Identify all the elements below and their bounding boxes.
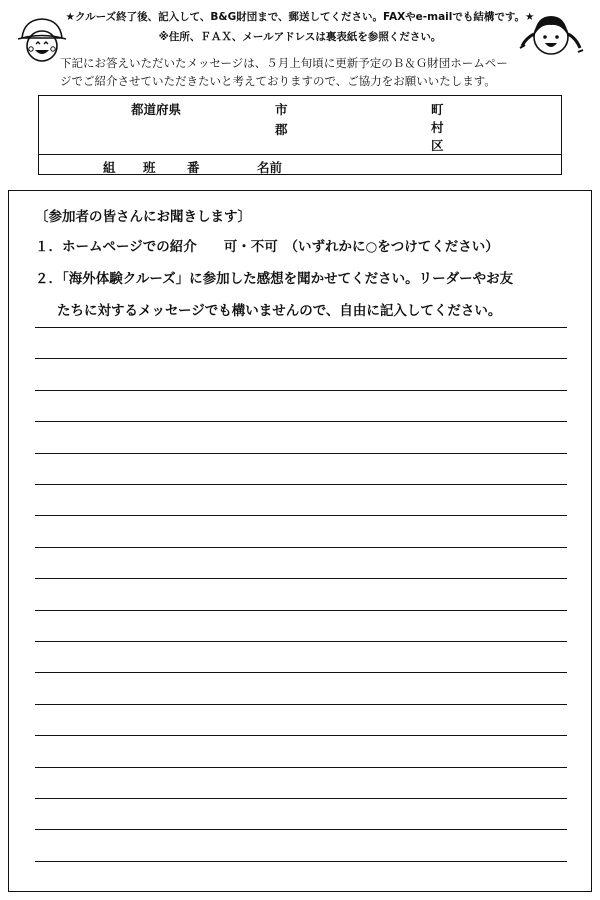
writing-line bbox=[35, 767, 567, 768]
prefecture-label: 都道府県 bbox=[131, 102, 182, 117]
name-label: 名前 bbox=[257, 160, 283, 175]
question-2-line-1: ２．「海外体験クルーズ」に参加した感想を聞かせてください。リーダーやお友 bbox=[35, 271, 514, 287]
writing-line bbox=[35, 358, 567, 359]
writing-line bbox=[35, 547, 567, 548]
writing-line bbox=[35, 578, 567, 579]
writing-line bbox=[35, 641, 567, 642]
writing-line bbox=[35, 829, 567, 830]
writing-line bbox=[35, 704, 567, 705]
ward-label: 区 bbox=[431, 138, 444, 153]
group-label: 組 bbox=[103, 160, 116, 175]
question-1: １．ホームページでの紹介 可・不可 （いずれかに○をつけてください） bbox=[35, 239, 499, 255]
address-reference-note: ※住所、ＦＡＸ、メールアドレスは裏表紙を参照ください。 bbox=[158, 31, 442, 43]
writing-line bbox=[35, 421, 567, 422]
writing-line bbox=[35, 610, 567, 611]
county-label: 郡 bbox=[275, 122, 288, 137]
writing-line bbox=[35, 484, 567, 485]
answer-frame[interactable] bbox=[8, 190, 592, 892]
team-label: 班 bbox=[143, 160, 156, 175]
intro-text-line-2: ジでご紹介させていただきたいと考えておりますので、ご協力をお願いいたします。 bbox=[60, 74, 496, 88]
writing-line bbox=[35, 515, 567, 516]
info-box-divider bbox=[39, 154, 561, 155]
writing-line bbox=[35, 798, 567, 799]
town-label: 町 bbox=[431, 102, 444, 117]
number-label: 番 bbox=[187, 160, 200, 175]
section-title: 〔参加者の皆さんにお聞きします〕 bbox=[35, 209, 251, 225]
writing-line bbox=[35, 390, 567, 391]
participant-info-box[interactable] bbox=[38, 95, 562, 175]
intro-text-line-1: 下記にお答えいただいたメッセージは、５月上旬頃に更新予定のＢ＆Ｇ財団ホームペー bbox=[60, 56, 508, 70]
instruction-note: ★クルーズ終了後、記入して、B&G財団まで、郵送してください。FAXやe-mailでも結構です。★ bbox=[65, 11, 535, 23]
writing-line bbox=[35, 453, 567, 454]
writing-line bbox=[35, 327, 567, 328]
question-2-line-2: たちに対するメッセージでも構いませんので、自由に記入してください。 bbox=[57, 303, 502, 319]
writing-line bbox=[35, 861, 567, 862]
writing-line bbox=[35, 672, 567, 673]
village-label: 村 bbox=[431, 120, 444, 135]
writing-line bbox=[35, 735, 567, 736]
city-label: 市 bbox=[275, 102, 288, 117]
